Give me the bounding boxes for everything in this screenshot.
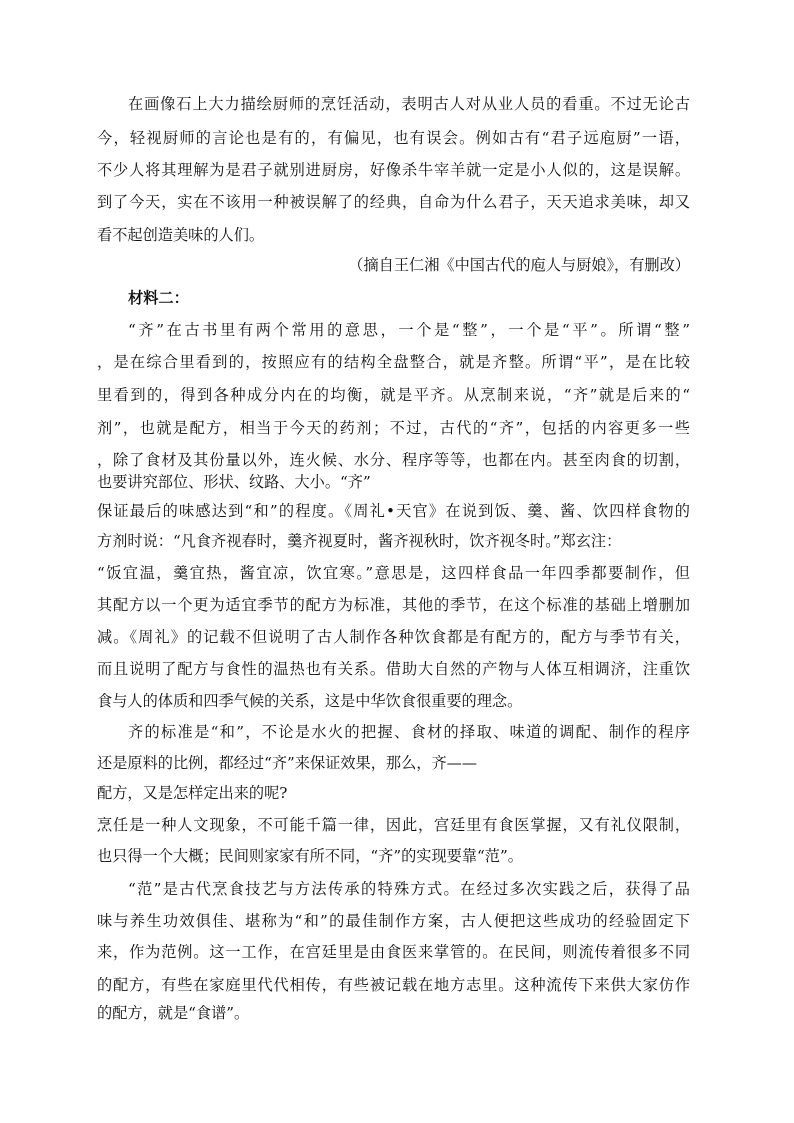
paragraph1-line: 看不起创造美味的人们。 — [97, 226, 265, 244]
paragraph2-line: 方剂时说：“凡食齐视春时，羹齐视夏时，酱齐视秋时，饮齐视冬时。”郑玄注： — [97, 532, 622, 550]
paragraph1-line: 今，轻视厨师的言论也是有的，有偏见，也有误会。例如古有“君子远庖厨”一语， — [97, 129, 690, 147]
paragraph3-line: 烹任是一种人文现象，不可能千篇一律，因此，宫廷里有食医掌握，又有礼仪限制， — [97, 816, 690, 834]
material2-heading: 材料二： — [128, 289, 189, 307]
paragraph2-line: 而且说明了配方与食性的温热也有关系。借助大自然的产物与人体互相调济，注重饮 — [97, 660, 690, 678]
paragraph2-line: 食与人的体质和四季气候的关系，这是中华饮食很重要的理念。 — [97, 692, 523, 710]
paragraph2-line: “饭宜温，羹宜热，酱宜凉，饮宜寒。”意思是，这四样食品一年四季都要制作，但 — [97, 564, 690, 582]
paragraph4-line: 味与养生功效俱佳、堪称为“和”的最佳制作方案，古人便把这些成功的经验固定下 — [97, 912, 690, 930]
paragraph3-line: 还是原料的比例，都经过“齐”来保证效果，那么，齐—— — [97, 754, 478, 772]
paragraph4-line: 的配方，有些在家庭里代代相传，有些被记载在地方志里。这种流传下来供大家仿作 — [97, 976, 690, 994]
paragraph2-line: 保证最后的味感达到“和”的程度。《周礼•天官》在说到饭、羹、酱、饮四样食物的 — [97, 502, 690, 520]
paragraph3-line: 齐的标准是“和”，不论是水火的把握、食材的择取、味道的调配、制作的程序 — [128, 723, 690, 741]
paragraph2-line: 也要讲究部位、形状、纹路、大小。“齐” — [97, 473, 371, 491]
paragraph1-line: 在画像石上大力描绘厨师的烹饪活动，表明古人对从业人员的看重。不过无论古 — [128, 95, 690, 113]
paragraph2-line: ，是在综合里看到的，按照应有的结构全盘整合，就是齐整。所谓“平”，是在比较 — [97, 353, 690, 371]
paragraph3-line: 配方，又是怎样定出来的呢? — [97, 784, 288, 802]
paragraph3-line: 也只得一个大概；民间则家家有所不同，“齐”的实现要靠“范”。 — [97, 847, 523, 865]
source-note: （摘自王仁湘《中国古代的庖人与厨娘》，有删改） — [348, 256, 690, 274]
paragraph4-line: “范”是古代烹食技艺与方法传承的特殊方式。在经过多次实践之后，获得了品 — [128, 880, 690, 898]
paragraph4-line: 的配方，就是“食谱”。 — [97, 1004, 250, 1022]
paragraph2-line: “齐”在古书里有两个常用的意思，一个是“整”，一个是“平”。所谓“整” — [128, 321, 690, 339]
paragraph2-line: ，除了食材及其份量以外，连火候、水分、程序等等，也都在内。甚至肉食的切割， — [97, 451, 690, 469]
paragraph1-line: 到了今天，实在不该用一种被误解了的经典，自命为什么君子，天天追求美味，却又 — [97, 193, 690, 211]
paragraph1-line: 不少人将其理解为是君子就别进厨房，好像杀牛宰羊就一定是小人似的，这是误解。 — [97, 161, 690, 179]
paragraph2-line: 里看到的，得到各种成分内在的均衡，就是平齐。从烹制来说，“齐”就是后来的“ — [97, 386, 690, 404]
paragraph2-line: 其配方以一个更为适宜季节的配方为标准，其他的季节，在这个标准的基础上增删加 — [97, 596, 690, 614]
paragraph2-line: 剂”，也就是配方，相当于今天的药剂；不过，古代的“齐”，包括的内容更多一些 — [97, 419, 690, 437]
paragraph2-line: 减。《周礼》的记载不但说明了古人制作各种饮食都是有配方的，配方与季节有关， — [97, 628, 690, 646]
paragraph4-line: 来，作为范例。这一工作，在宫廷里是由食医来掌管的。在民间，则流传着很多不同 — [97, 943, 690, 961]
